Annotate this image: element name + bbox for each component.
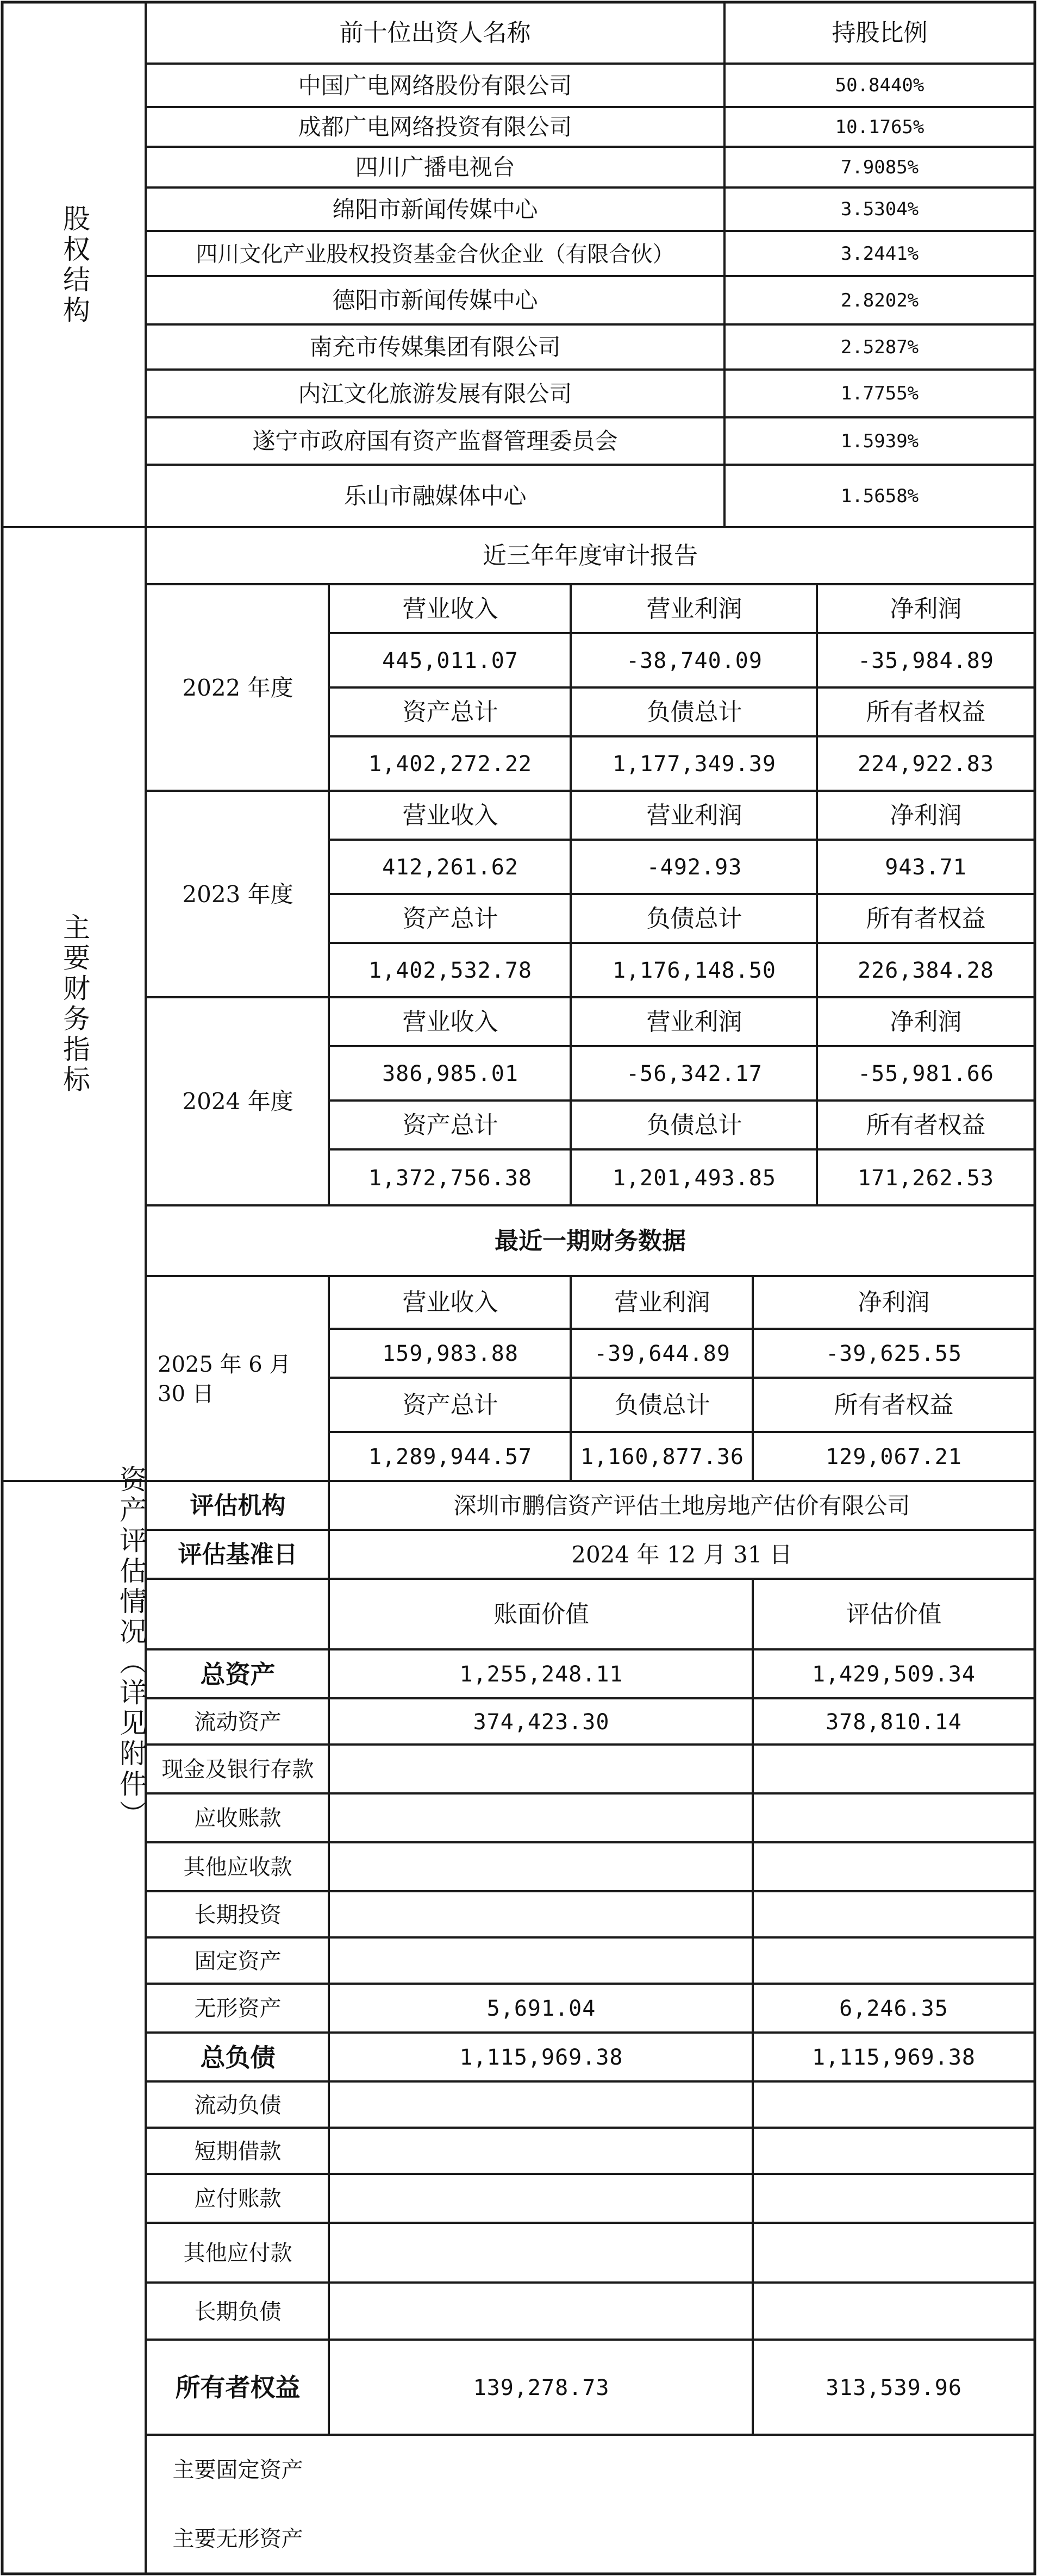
valuation-row-book — [330, 2224, 753, 2283]
main-intangible-assets-label: 主要无形资产 — [172, 2527, 303, 2552]
valuation-row-eval — [754, 1746, 1034, 1793]
equity-row-ratio: 2.8202% — [840, 289, 919, 311]
equity-row-name: 中国广电网络股份有限公司 — [298, 72, 572, 99]
equity-row-name: 内江文化旅游发展有限公司 — [298, 380, 572, 407]
section-label-finance: 主要财务指标 — [59, 912, 90, 1096]
equity-row-ratio: 1.5939% — [840, 430, 919, 452]
valuation-row-book — [330, 2083, 753, 2128]
equity-row-name: 德阳市新闻传媒中心 — [332, 287, 538, 314]
equity-row-name: 四川广播电视台 — [355, 154, 515, 181]
header-operating-profit: 营业利润 — [646, 595, 742, 623]
valuation-org-label: 评估机构 — [190, 1491, 286, 1520]
value-total-assets: 1,402,272.22 — [368, 752, 532, 777]
header-revenue: 营业收入 — [402, 595, 498, 623]
valuation-row-eval — [754, 1892, 1034, 1937]
valuation-row-label: 流动资产 — [194, 1709, 282, 1735]
value-owners-equity: 171,262.53 — [858, 1165, 994, 1191]
header-total-liabilities: 负债总计 — [646, 698, 742, 726]
valuation-row-book — [330, 2284, 753, 2340]
valuation-row-eval — [754, 1795, 1034, 1842]
value-operating-profit: -39,644.89 — [594, 1341, 730, 1366]
section-label-equity: 股权结构 — [59, 204, 90, 326]
valuation-row-label: 应付账款 — [194, 2186, 282, 2211]
value-operating-profit: -492.93 — [646, 855, 742, 880]
main-intangible-assets-value — [330, 2505, 1034, 2573]
valuation-row-label: 其他应收款 — [183, 1855, 292, 1880]
header-net-profit: 净利润 — [890, 801, 962, 829]
valuation-row-eval: 6,246.35 — [839, 1996, 948, 2021]
header-net-profit: 净利润 — [858, 1289, 930, 1317]
header-total-assets: 资产总计 — [402, 904, 498, 933]
valuation-row-book — [330, 1892, 753, 1937]
valuation-row-book — [330, 1795, 753, 1842]
equity-row-ratio: 10.1765% — [835, 116, 924, 138]
fiscal-year-label: 2024 年度 — [182, 1088, 293, 1115]
valuation-row-eval: 378,810.14 — [826, 1709, 962, 1735]
main-fixed-assets-value — [330, 2436, 1034, 2504]
valuation-row-book — [330, 1939, 753, 1984]
valuation-row-eval: 1,115,969.38 — [812, 2045, 976, 2070]
equity-row-ratio: 1.7755% — [840, 383, 919, 405]
value-operating-profit: -56,342.17 — [626, 1061, 763, 1086]
valuation-row-eval: 313,539.96 — [826, 2375, 962, 2400]
valuation-row-label: 长期投资 — [194, 1902, 282, 1928]
equity-row-name: 南充市传媒集团有限公司 — [309, 334, 561, 361]
header-net-profit: 净利润 — [890, 1008, 962, 1036]
value-total-assets: 1,402,532.78 — [368, 958, 532, 983]
header-owners-equity: 所有者权益 — [834, 1391, 954, 1419]
valuation-row-eval — [754, 2083, 1034, 2128]
value-revenue: 412,261.62 — [382, 855, 518, 880]
valuation-row-label: 短期借款 — [194, 2139, 282, 2164]
header-total-assets: 资产总计 — [402, 1111, 498, 1139]
equity-row-name: 成都广电网络投资有限公司 — [298, 114, 572, 141]
valuation-org-value: 深圳市鹏信资产评估土地房地产估价有限公司 — [453, 1492, 910, 1519]
value-net-profit: -55,981.66 — [858, 1061, 994, 1086]
valuation-row-book: 139,278.73 — [473, 2375, 610, 2400]
header-total-assets: 资产总计 — [402, 698, 498, 726]
equity-row-ratio: 50.8440% — [835, 74, 924, 97]
column-header-eval-value: 评估价值 — [846, 1600, 942, 1628]
equity-header-name: 前十位出资人名称 — [339, 19, 531, 47]
valuation-row-eval — [754, 2175, 1034, 2223]
valuation-row-book — [330, 2175, 753, 2223]
valuation-date-value: 2024 年 12 月 31 日 — [571, 1541, 792, 1568]
header-owners-equity: 所有者权益 — [866, 904, 986, 933]
valuation-row-book: 1,115,969.38 — [459, 2045, 623, 2070]
audit-report-title: 近三年年度审计报告 — [483, 542, 698, 570]
column-header-book-value: 账面价值 — [493, 1600, 589, 1628]
header-operating-profit: 营业利润 — [646, 1008, 742, 1036]
value-total-liabilities: 1,201,493.85 — [613, 1165, 776, 1191]
valuation-row-eval — [754, 2284, 1034, 2340]
fiscal-year-label: 2022 年度 — [182, 674, 293, 701]
header-total-liabilities: 负债总计 — [646, 1111, 742, 1139]
equity-row-ratio: 1.5658% — [840, 485, 919, 507]
valuation-row-label: 所有者权益 — [175, 2373, 301, 2403]
equity-row-ratio: 3.2441% — [840, 242, 919, 265]
valuation-row-label: 其他应付款 — [183, 2241, 292, 2266]
valuation-row-book — [330, 2129, 753, 2174]
valuation-row-eval — [754, 1939, 1034, 1984]
valuation-row-eval — [754, 2224, 1034, 2283]
valuation-row-label: 无形资产 — [194, 1996, 282, 2021]
main-fixed-assets-label: 主要固定资产 — [172, 2458, 303, 2483]
equity-row-ratio: 3.5304% — [840, 198, 919, 221]
valuation-row-label: 现金及银行存款 — [161, 1757, 314, 1782]
value-net-profit: 943.71 — [885, 855, 967, 880]
header-total-liabilities: 负债总计 — [614, 1391, 710, 1419]
header-owners-equity: 所有者权益 — [866, 1111, 986, 1139]
header-total-assets: 资产总计 — [402, 1391, 498, 1419]
valuation-date-label: 评估基准日 — [178, 1540, 298, 1568]
value-total-assets: 1,372,756.38 — [368, 1165, 532, 1191]
valuation-row-book: 5,691.04 — [486, 1996, 596, 2021]
valuation-row-label: 总资产 — [200, 1659, 276, 1689]
valuation-row-label: 流动负债 — [194, 2092, 282, 2118]
header-revenue: 营业收入 — [402, 1289, 498, 1317]
header-operating-profit: 营业利润 — [614, 1289, 710, 1317]
header-revenue: 营业收入 — [402, 801, 498, 829]
value-net-profit: -39,625.55 — [826, 1341, 962, 1366]
equity-row-name: 绵阳市新闻传媒中心 — [332, 196, 538, 223]
value-revenue: 386,985.01 — [382, 1061, 518, 1086]
value-net-profit: -35,984.89 — [858, 648, 994, 673]
header-net-profit: 净利润 — [890, 595, 962, 623]
valuation-row-label: 长期负债 — [194, 2299, 282, 2324]
recent-period-date: 2025 年 6 月 30 日 — [158, 1352, 291, 1406]
equity-row-ratio: 7.9085% — [840, 156, 919, 178]
equity-row-name: 四川文化产业股权投资基金合伙企业（有限合伙） — [196, 241, 674, 267]
valuation-row-book — [330, 1843, 753, 1891]
valuation-row-eval — [754, 1843, 1034, 1891]
value-owners-equity: 129,067.21 — [826, 1445, 962, 1470]
valuation-row-eval: 1,429,509.34 — [812, 1662, 976, 1687]
valuation-row-eval — [754, 2129, 1034, 2174]
equity-row-name: 乐山市融媒体中心 — [343, 483, 527, 510]
equity-header-ratio: 持股比例 — [832, 19, 928, 47]
value-total-liabilities: 1,176,148.50 — [613, 958, 776, 983]
header-owners-equity: 所有者权益 — [866, 698, 986, 726]
value-total-assets: 1,289,944.57 — [368, 1445, 532, 1470]
header-total-liabilities: 负债总计 — [646, 904, 742, 933]
value-owners-equity: 226,384.28 — [858, 958, 994, 983]
value-revenue: 159,983.88 — [382, 1341, 518, 1366]
header-operating-profit: 营业利润 — [646, 801, 742, 829]
value-revenue: 445,011.07 — [382, 648, 518, 673]
value-total-liabilities: 1,177,349.39 — [613, 752, 776, 777]
valuation-row-book — [330, 1746, 753, 1793]
fiscal-year-label: 2023 年度 — [182, 880, 293, 908]
section-label-valuation: 资产评估情况（详见附件） — [115, 1465, 147, 1830]
header-revenue: 营业收入 — [402, 1008, 498, 1036]
valuation-row-label: 固定资产 — [194, 1948, 282, 1974]
value-total-liabilities: 1,160,877.36 — [580, 1445, 744, 1470]
recent-period-title: 最近一期财务数据 — [495, 1227, 686, 1255]
valuation-row-book: 1,255,248.11 — [459, 1662, 623, 1687]
value-operating-profit: -38,740.09 — [626, 648, 763, 673]
equity-row-name: 遂宁市政府国有资产监督管理委员会 — [252, 428, 618, 455]
valuation-row-label: 应收账款 — [194, 1806, 282, 1831]
valuation-row-label: 总负债 — [200, 2042, 276, 2072]
valuation-row-book: 374,423.30 — [473, 1709, 610, 1735]
value-owners-equity: 224,922.83 — [858, 752, 994, 777]
equity-row-ratio: 2.5287% — [840, 336, 919, 358]
